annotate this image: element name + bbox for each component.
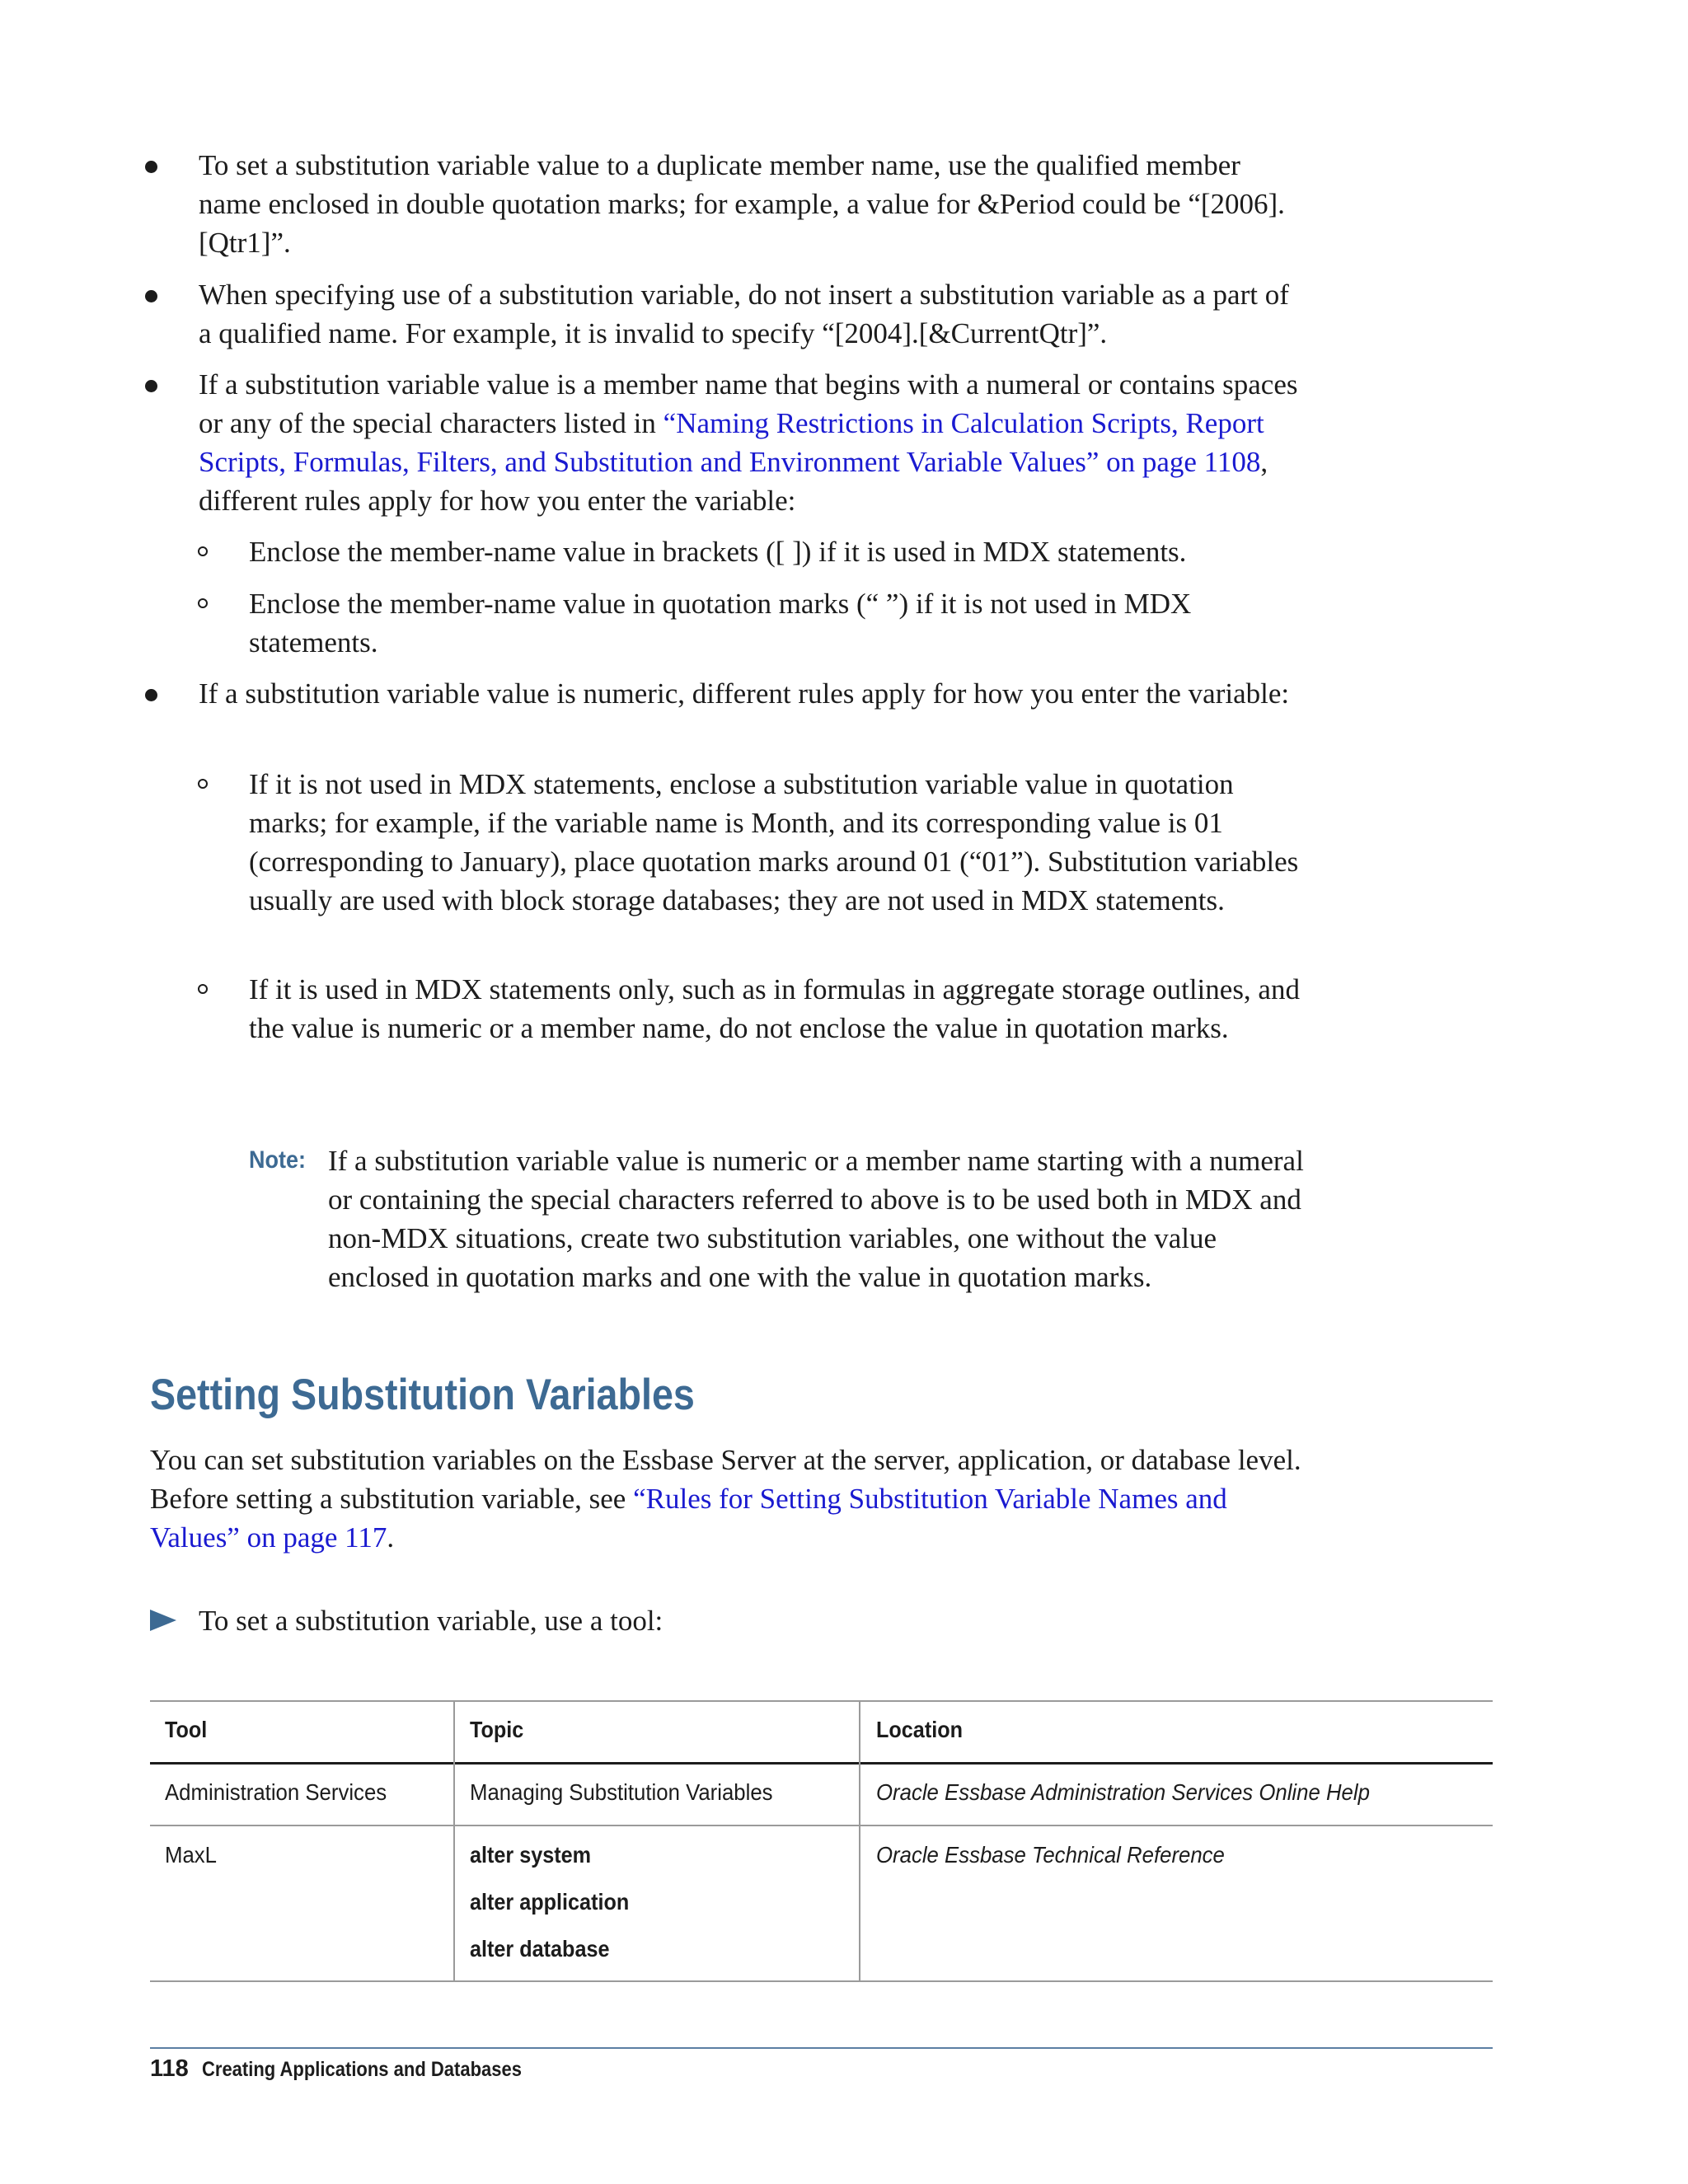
section-title: Setting Substitution Variables — [150, 1371, 695, 1419]
bullet-text: If a substitution variable value is numeric, different rules apply for how you enter the variable: — [199, 677, 1290, 710]
bullet-dot — [145, 380, 157, 392]
table-cell-topic: Managing Substitution Variables — [470, 1779, 773, 1805]
table-cell-tool: Administration Services — [165, 1779, 387, 1805]
sub-bullet-ring — [198, 984, 208, 994]
intro-text-after: . — [387, 1521, 395, 1554]
table-column-divider — [859, 1700, 860, 1982]
table-top-rule — [150, 1700, 1493, 1702]
footer-title: Creating Applications and Databases — [201, 2058, 522, 2081]
naming-restrictions-link[interactable]: “Naming Restrictions in Calculation Scripts, Report Scripts, Formulas, Filters, and Substitution and Environment Variable Values” on page 1108 — [199, 407, 1264, 478]
bullet-dot — [145, 689, 157, 701]
table-cell-tool: MaxL — [165, 1842, 217, 1868]
bullet-text: To set a substitution variable value to a duplicate member name, use the qualified member name enclosed in double quotation marks; for example, a value for &Period could be “[2006].[Qtr1]”. — [199, 149, 1285, 259]
sub-bullet-text: Enclose the member-name value in brackets ([ ]) if it is used in MDX statements. — [249, 536, 1187, 568]
bullet-text-before: If a substitution variable value is a member name that begins with a numeral or contains spaces or any of the special characters listed in — [199, 368, 1298, 439]
table-header-location: Location — [876, 1717, 964, 1742]
bullet-text-after: , different rules apply for how you enter the variable: — [199, 446, 1268, 517]
page-footer — [150, 2055, 565, 2083]
sub-bullet-text: If it is not used in MDX statements, enclose a substitution variable value in quotation marks; for example, if the variable name is Month, and its corresponding value is 01 (corresponding to January), place quotation marks around 01 (“01”). Substitution variables usually are used with block storage databases; they are not used in MDX statements. — [249, 768, 1299, 916]
table-cell-topic-alter-system: alter system — [470, 1842, 592, 1868]
sub-bullet-ring — [198, 598, 208, 608]
bullet-numeric-rules — [150, 674, 1304, 713]
procedure-arrow-icon — [150, 1610, 176, 1631]
table-column-divider — [453, 1700, 455, 1982]
table-row-rule — [150, 1825, 1493, 1826]
tools-table — [150, 1700, 1493, 1972]
intro-text-before: You can set substitution variables on the Essbase Server at the server, application, or database level. Before setting a substitution variable, see — [150, 1444, 1301, 1515]
bullet-duplicate-member — [150, 146, 1304, 262]
bullet-dot — [145, 161, 157, 173]
procedure-text: To set a substitution variable, use a tool: — [199, 1605, 663, 1637]
table-header-rule — [150, 1762, 1493, 1765]
sub-bullet-brackets — [199, 532, 1304, 571]
sub-bullet-ring — [198, 779, 208, 789]
table-cell-topic-alter-application: alter application — [470, 1889, 630, 1915]
table-cell-location: Oracle Essbase Administration Services Online Help — [876, 1779, 1370, 1805]
procedure-step — [150, 1601, 1304, 1640]
sub-bullet-text: If it is used in MDX statements only, such as in formulas in aggregate storage outlines, and the value is numeric or a member name, do not enclose the value in quotation marks. — [249, 973, 1300, 1044]
table-bottom-rule — [150, 1980, 1493, 1982]
bullet-dot — [145, 290, 157, 302]
sub-bullet-mdx-only — [199, 970, 1304, 1047]
sub-bullet-text: Enclose the member-name value in quotation marks (“ ”) if it is not used in MDX statements. — [249, 588, 1192, 658]
bullet-text — [199, 365, 1304, 520]
table-header-tool: Tool — [165, 1717, 208, 1742]
note-label: Note: — [249, 1146, 306, 1174]
table-header-topic: Topic — [470, 1717, 524, 1742]
footer-rule — [150, 2047, 1493, 2049]
bullet-qualified-name — [150, 275, 1304, 353]
rules-link[interactable]: “Rules for Setting Substitution Variable Names and Values” on page 117 — [150, 1483, 1227, 1554]
page-number: 118 — [150, 2055, 189, 2082]
bullet-text: When specifying use of a substitution variable, do not insert a substitution variable as a part of a qualified name. For example, it is invalid to specify “[2004].[&CurrentQtr]”. — [199, 279, 1289, 349]
sub-bullet-not-mdx — [199, 765, 1304, 920]
sub-bullet-quotation-marks — [199, 584, 1304, 662]
table-cell-topic-alter-database: alter database — [470, 1936, 610, 1961]
sub-bullet-ring — [198, 546, 208, 556]
note-text: If a substitution variable value is numeric or a member name starting with a numeral or containing the special characters referred to above is to be used both in MDX and non-MDX situations, create two substitution variables, one without the value enclosed in quotation marks and one with the value in quotation marks. — [328, 1145, 1304, 1293]
table-cell-location: Oracle Essbase Technical Reference — [876, 1842, 1225, 1868]
bullet-member-name-rules — [150, 365, 1304, 520]
section-intro — [150, 1441, 1304, 1557]
